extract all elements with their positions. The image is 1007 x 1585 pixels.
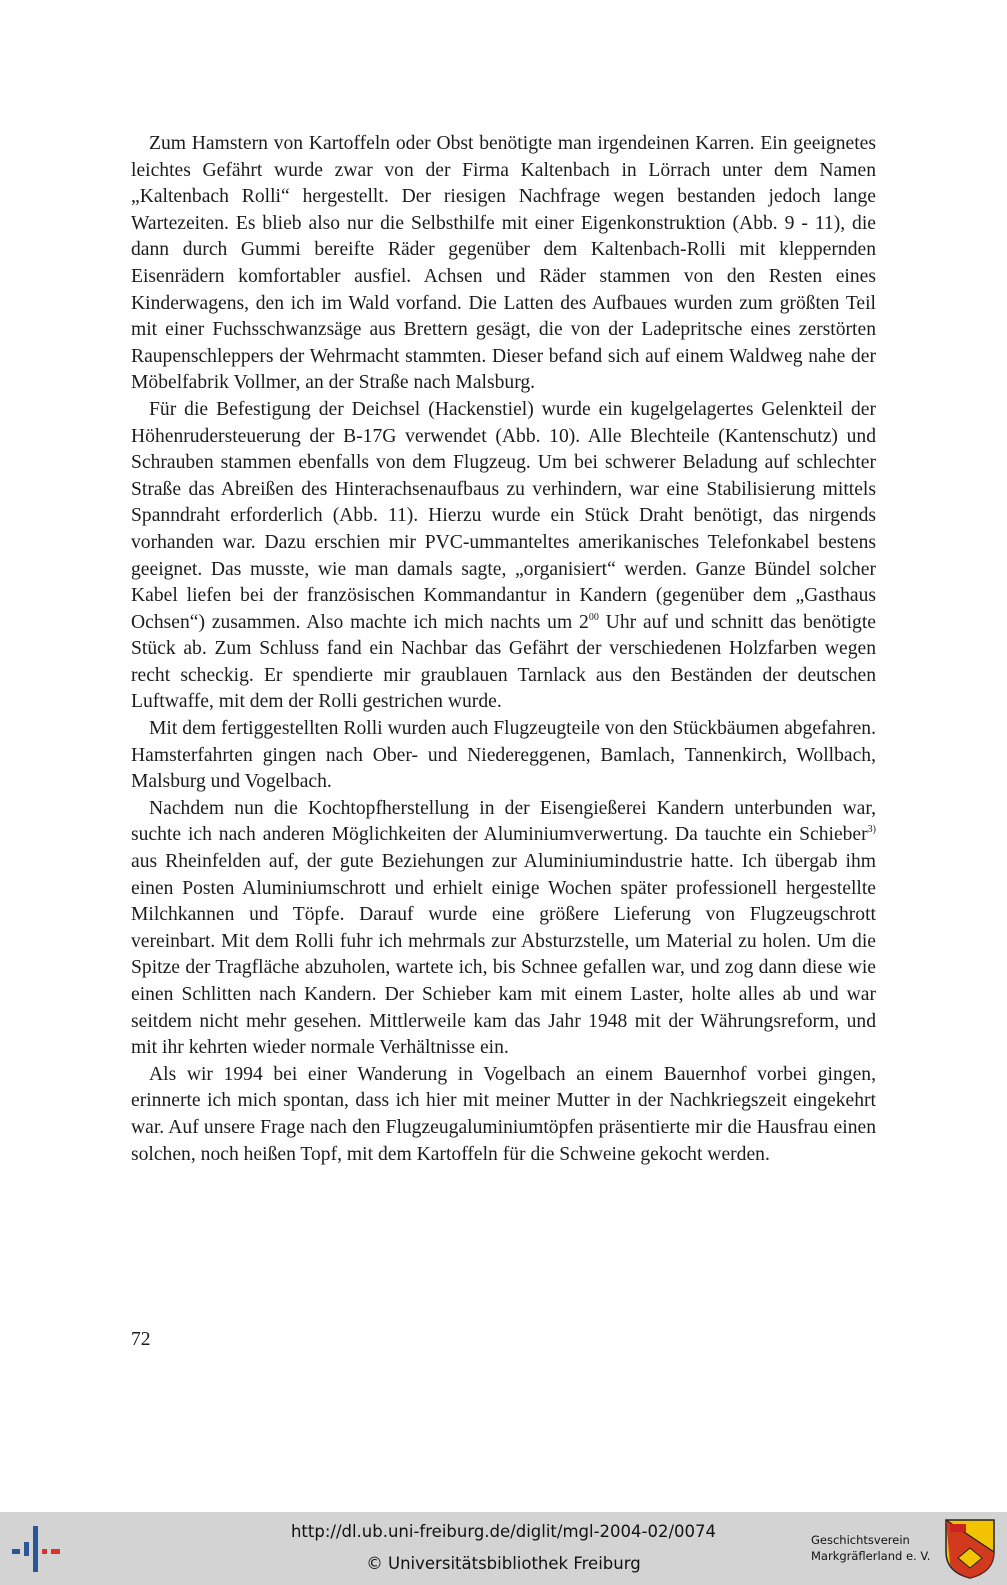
footer-bar bbox=[0, 1512, 1007, 1585]
article-body bbox=[131, 131, 876, 1168]
paragraph-4-rest: aus Rheinfelden auf, der gute Beziehungen zur Aluminiumindustrie hatte. Ich übergab ihm einen Posten Aluminiumschrott und erhielt einige Wochen später professionell hergestellte Milchkannen und Töpfe. Darauf wurde eine größere Lieferung von Flugzeugschrott vereinbart. Mit dem Rolli fuhr ich mehrmals zur Absturzstelle, um Material zu holen. Um die Spitze der Tragfläche abzuholen, wartete ich, bis Schnee gefallen war, und zog dann diese wie einen Schlitten nach Kandern. Der Schieber kam mit einem Laster, holte alles ab und war seitdem nicht mehr gesehen. Mittlerweile kam das Jahr 1948 mit der Währungsreform, und mit ihr kehrten wieder normale Verhältnisse ein. bbox=[131, 851, 876, 1059]
paragraph-2-text: Für die Befestigung der Deichsel (Hackenstiel) wurde ein kugelgelagertes Gelenkteil der Höhenrudersteuerung der B-17G verwendet (Abb. 10). Alle Blechteile (Kantenschutz) und Schrauben stammen ebenfalls von dem Flugzeug. Um bei schwerer Beladung auf schlechter Straße das Abreißen des Hinterachsenaufbaus zu verhindern, war eine Stabilisierung mittels Spanndraht erforderlich (Abb. 11). Hierzu wurde ein Stück Draht benötigt, das nirgends vorhanden war. Dazu erschien mir PVC-ummanteltes amerikanisches Telefonkabel bestens geeignet. Das musste, wie man damals sagte, „organisiert“ werden. Ganze Bündel solcher Kabel liefen bei der französischen Kommandantur in Kandern (gegenüber dem „Gasthaus Ochsen“) zusammen. Also machte ich mich nachts um 2 bbox=[131, 398, 876, 633]
paragraph-2-rest: Uhr auf und schnitt das benötigte Stück ab. Zum Schluss fand ein Nachbar das Gefährt der verschiedenen Holzfarben wegen recht scheckig. Er spendierte mir graublauen Tarnlack aus den Beständen der deutschen Luftwaffe, mit dem der Rolli gestrichen wurde. bbox=[131, 611, 876, 713]
coat-of-arms-icon bbox=[944, 1518, 996, 1580]
time-superscript: 00 bbox=[588, 611, 599, 623]
paragraph-4 bbox=[131, 796, 876, 1062]
paragraph-2 bbox=[131, 397, 876, 716]
paragraph-5: Als wir 1994 bei einer Wanderung in Vogelbach an einem Bauernhof vorbei gingen, erinnerte ich mich spontan, dass ich hier mit meiner Mutter in der Nachkriegszeit eingekehrt war. Auf unsere Frage nach den Flugzeugaluminiumtöpfen präsentierte mir die Hausfrau einen solchen, noch heißen Topf, mit dem Kartoffeln für die Schweine gekocht werden. bbox=[131, 1063, 876, 1165]
society-line-1: Geschichtsverein bbox=[811, 1533, 910, 1547]
society-name bbox=[811, 1532, 941, 1564]
footer-url-link[interactable]: http://dl.ub.uni-freiburg.de/diglit/mgl-2004-02/0074 bbox=[290, 1522, 717, 1541]
paragraph-3: Mit dem fertiggestellten Rolli wurden auch Flugzeugteile von den Stückbäumen abgefahren. Hamsterfahrten gingen nach Ober- und Niedereggenen, Bamlach, Tannenkirch, Wollbach, Malsburg und Vogelbach. bbox=[131, 718, 876, 793]
paragraph-1: Zum Hamstern von Kartoffeln oder Obst benötigte man irgendeinen Karren. Ein geeignetes leichtes Gefährt wurde zwar von der Firma Kaltenbach in Lörrach unter dem Namen „Kaltenbach Rolli“ hergestellt. Der riesigen Nachfrage wegen bestanden jedoch lange Wartezeiten. Es blieb also nur die Selbsthilfe mit einer Eigenkonstruktion (Abb. 9 - 11), die dann durch Gummi bereifte Räder gegenüber dem Kaltenbach-Rolli mit kleppernden Eisenrädern komfortabler ausfiel. Achsen und Räder stammen von den Resten eines Kinderwagens, den ich im Wald vorfand. Die Latten des Aufbaues wurden zum größten Teil mit einer Fuchsschwanzsäge aus Brettern gesägt, die von der Ladepritsche eines zerstörten Raupenschleppers der Wehrmacht stammten. Dieser befand sich auf einem Waldweg nahe der Möbelfabrik Vollmer, an der Straße nach Malsburg. bbox=[131, 133, 876, 394]
footnote-marker: 3) bbox=[867, 824, 876, 836]
society-line-2: Markgräflerland e. V. bbox=[811, 1549, 931, 1563]
paragraph-4-text: Nachdem nun die Kochtopfherstellung in der Eisengießerei Kandern unterbunden war, suchte ich nach anderen Möglichkeiten der Aluminiumverwertung. Da tauchte ein Schieber bbox=[131, 797, 876, 846]
footer-copyright: © Universitätsbibliothek Freiburg bbox=[366, 1554, 641, 1573]
page-number: 72 bbox=[131, 1329, 151, 1350]
